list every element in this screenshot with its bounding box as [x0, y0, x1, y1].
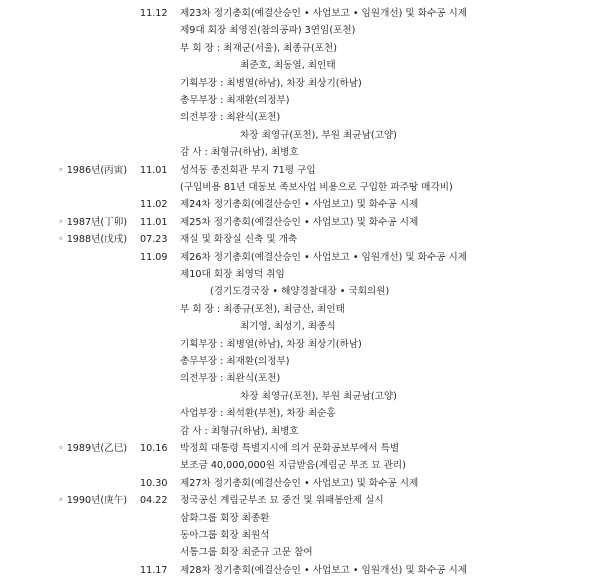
date-label: 11.01: [140, 164, 168, 176]
entry-text: 보조금 40,000,000원 지급받음(계림군 부조 묘 관리): [180, 460, 406, 472]
history-entry: [0, 234, 600, 248]
entry-text: 부 회 장 : 최종규(포천), 최금산, 최인태: [180, 303, 345, 315]
entry-text: 제27차 정기총회(예결산승인 • 사업보고) 및 화수공 시제: [180, 477, 419, 489]
entry-text: 의전부장 : 최완식(포천): [180, 112, 281, 124]
entry-text: 성석동 종진회관 부지 71평 구입: [180, 164, 316, 176]
date-label: 11.02: [140, 199, 168, 211]
entry-text: 동아그룹 회장 최원석: [180, 530, 270, 541]
year-label: ◦ 1989년(乙巳): [58, 443, 128, 454]
entry-text: 박정희 대통령 특별지시에 의거 문화공보부에서 특별: [180, 443, 400, 454]
date-label: 04.22: [140, 495, 168, 507]
history-entry: [0, 95, 600, 109]
entry-text: 제26차 정기총회(예결산승인 • 사업보고 • 임원개선) 및 화수공 시제: [180, 251, 468, 263]
history-entry: [0, 356, 600, 370]
year-label: ◦ 1990년(庚午): [58, 495, 128, 507]
history-entry: [0, 286, 600, 300]
entry-text: 제24차 정기총회(예결산승인 • 사업보고) 및 화수공 시제: [180, 199, 419, 211]
date-label: 11.17: [140, 564, 168, 576]
entry-text: 감 사 : 최형규(하남), 최병호: [180, 147, 299, 159]
history-entry: [0, 426, 600, 440]
history-entry: [0, 304, 600, 318]
entry-text: 제28차 정기총회(예결산승인 • 사업보고 • 임원개선) 및 화수공 시제: [180, 564, 468, 576]
entry-text: 삼화그룹 회장 최종환: [180, 512, 270, 524]
date-label: 10.30: [140, 477, 168, 489]
entry-text: 최준호, 최동열, 최인태: [240, 60, 336, 72]
entry-text: 제9대 회장 최영진(참의공파) 3연임(포천): [180, 25, 356, 37]
entry-text: 기획부장 : 최병열(하남), 차장 최상기(하남): [180, 338, 362, 350]
history-entry: [0, 43, 600, 57]
entry-text: 재실 및 화장실 신축 및 개축: [180, 234, 298, 246]
entry-text: 기획부장 : 최병열(하남), 차장 최상기(하남): [180, 77, 362, 89]
history-entry: [0, 147, 600, 161]
history-entry: [0, 60, 600, 74]
history-entry: [0, 25, 600, 39]
history-entry: [0, 8, 600, 22]
history-entry: [0, 182, 600, 196]
history-entry: [0, 478, 600, 492]
entry-text: 최기영, 최성기, 최종식: [240, 321, 336, 333]
history-entry: [0, 547, 600, 561]
history-entry: [0, 130, 600, 144]
history-entry: [0, 513, 600, 527]
entry-text: 정국공신 계림군부조 묘 중건 및 위패봉안제 실시: [180, 495, 384, 507]
date-label: 11.12: [140, 8, 168, 19]
entry-text: 차장 최영규(포천), 부원 최균남(고양): [240, 129, 397, 141]
entry-text: (경기도경국장 • 해양경찰대장 • 국회의원): [210, 286, 390, 298]
history-entry: [0, 373, 600, 387]
date-label: 07.23: [140, 234, 168, 246]
year-label: ◦ 1988년(戊戌): [58, 234, 128, 246]
history-entry: [0, 321, 600, 335]
history-entry: [0, 269, 600, 283]
history-entry: [0, 530, 600, 544]
history-entry: [0, 443, 600, 457]
entry-text: 제10대 회장 최영덕 취임: [180, 269, 285, 280]
entry-text: 서통그룹 회장 최준규 고문 참여: [180, 547, 313, 559]
year-label: ◦ 1987년(丁卯): [58, 216, 128, 228]
entry-text: 차장 최영규(포천), 부원 최균남(고양): [240, 390, 397, 402]
date-label: 11.01: [140, 216, 168, 228]
entry-text: (구입비용 81년 대동보 족보사업 비용으로 구입한 파주땅 매각비): [180, 182, 453, 193]
entry-text: 제25차 정기총회(예결산승인 • 사업보고) 및 화수공 시제: [180, 216, 419, 228]
history-entry: [0, 495, 600, 509]
date-label: 11.09: [140, 251, 168, 263]
entry-text: 사업부장 : 최석환(부천), 차장 최순홍: [180, 408, 336, 420]
history-entry: [0, 339, 600, 353]
history-entry: [0, 391, 600, 405]
history-entry: [0, 252, 600, 266]
entry-text: 부 회 장 : 최재군(서울), 최종규(포천): [180, 42, 337, 54]
date-label: 10.16: [140, 443, 168, 454]
entry-text: 총무부장 : 최재환(의정부): [180, 356, 290, 367]
history-entry: [0, 565, 600, 579]
history-entry: [0, 199, 600, 213]
history-entry: [0, 408, 600, 422]
history-entry: [0, 460, 600, 474]
entry-text: 제23차 정기총회(예결산승인 • 사업보고 • 임원개선) 및 화수공 시제: [180, 8, 468, 19]
entry-text: 감 사 : 최형규(하남), 최병호: [180, 425, 299, 437]
history-entry: [0, 165, 600, 179]
entry-text: 총무부장 : 최재환(의정부): [180, 95, 290, 106]
history-entry: [0, 217, 600, 231]
year-label: ◦ 1986년(丙寅): [58, 164, 128, 176]
history-entry: [0, 78, 600, 92]
entry-text: 의전부장 : 최완식(포천): [180, 373, 281, 385]
history-entry: [0, 112, 600, 126]
